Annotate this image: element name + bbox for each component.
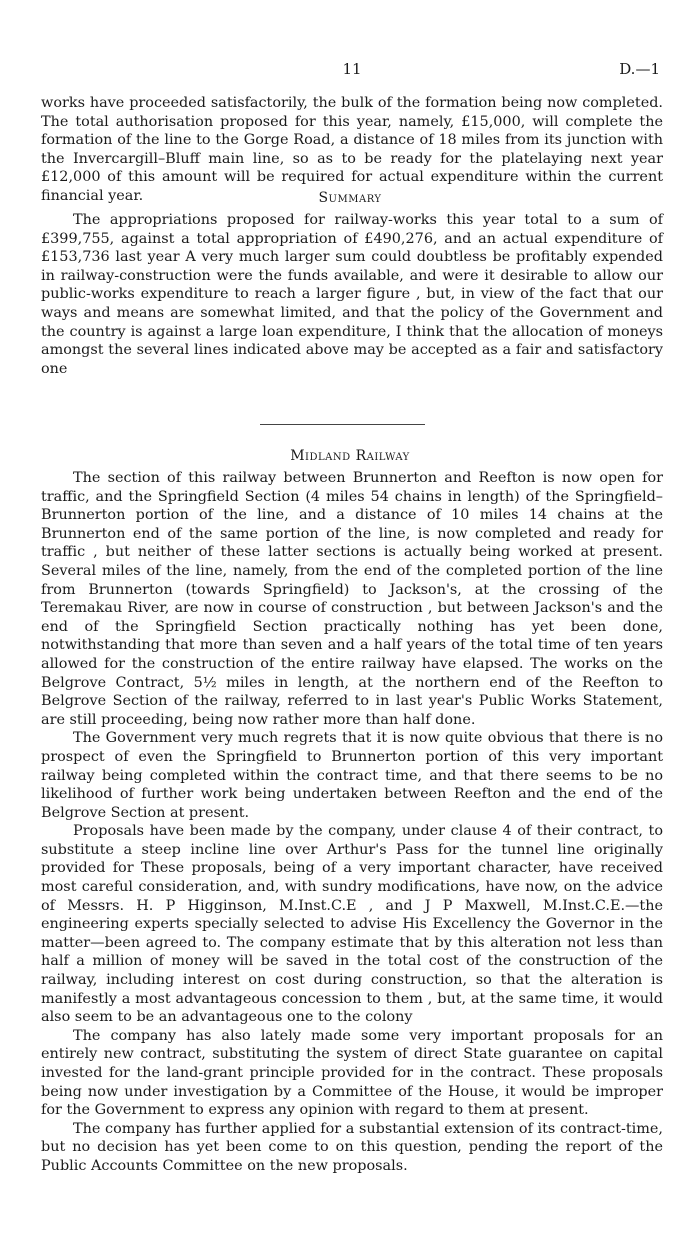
page-number: 11 (342, 60, 362, 78)
midland-paragraph-5: The company has further applied for a substantial extension of its contract-time, but no decision has yet been come to on this question, pending the report of the Public Accounts Committee on the new proposals. (41, 1120, 663, 1174)
midland-paragraph-1: The section of this railway between Brunnerton and Reefton is now open for traffic, and the Springfield Section (4 miles 54 chains in length) of the Springfield–Brunnerton portion of the line, and a distance of 10 miles 14 chains at the Brunnerton end of the same portion of the line, is now completed and ready for traffic , but neither of these latter sections is actually being worked at present. Several miles of the line, namely, from the end of the completed portion of the line from Brunnerton (towards Springfield) to Jackson's, at the crossing of the Teremakau River, are now in course of construction , but between Jackson's and the end of the Springfield Section practically nothing has yet been done, notwithstanding that more than seven and a half years of the total time of ten years allowed for the construction of the entire railway have elapsed. The works on the Belgrove Contract, 5½ miles in length, at the northern end of the Reefton to Belgrove Section of the railway, referred to in last year's Public Works Statement, are still proceeding, being now rather more than half done. (41, 470, 663, 728)
summary-section (41, 211, 663, 378)
summary-heading: Summary (318, 190, 382, 206)
document-reference: D.—1 (619, 60, 660, 78)
summary-paragraph: The appropriations proposed for railway-works this year total to a sum of £399,755, against a total appropriation of £490,276, and an actual expenditure of £153,736 last year A very much larger sum could doubtless be profitably expended in railway-construction were the funds available, and were it desirable to allow our public-works expenditure to reach a larger figure , but, in view of the fact that our ways and means are somewhat limited, and that the policy of the Government and the country is against a large loan expenditure, I think that the allocation of moneys amongst the several lines indicated above may be accepted as a fair and satisfactory one (41, 212, 663, 377)
intro-section (41, 94, 663, 206)
page-header (0, 60, 700, 80)
midland-paragraph-2: The Government very much regrets that it is now quite obvious that there is no prospect of even the Springfield to Brunnerton portion of this very important railway being completed within the contract time, and that there seems to be no likelihood of further work being undertaken between Reefton and the end of the Belgrove Section at present. (41, 730, 663, 821)
midland-paragraph-4: The company has also lately made some very important proposals for an entirely new contract, substituting the system of direct State guarantee on capital invested for the land-grant principle provided for in the contract. These proposals being now under investigation by a Committee of the House, it would be improper for the Government to express any opinion with regard to them at present. (41, 1027, 663, 1119)
midland-paragraph-3: Proposals have been made by the company, under clause 4 of their contract, to substitute a steep incline line over Arthur's Pass for the tunnel line originally provided for These proposals, being of a very important character, have received most careful consideration, and, with sundry modifications, have now, on the advice of Messrs. H. P Higginson, M.Inst.C.E , and J P Maxwell, M.Inst.C.E.—the engineering experts specially selected to advise His Excellency the Governor in the matter—been agreed to. The company estimate that by this alteration not less than half a million of money will be saved in the total cost of the construction of the railway, including interest on cost during construction, so that the alteration is manifestly a most advantageous concession to them , but, at the same time, it would also seem to be an advantageous one to the colony (41, 823, 663, 1026)
intro-paragraph: works have proceeded satisfactorily, the bulk of the formation being now completed. The total authorisation proposed for this year, namely, £15,000, will complete the formation of the line to the Gorge Road, a distance of 18 miles from its junction with the Invercargill–Bluff main line, so as to be ready for the platelaying next year £12,000 of this amount will be required for actual expenditure within the current financial year. (41, 95, 663, 204)
midland-railway-section (41, 469, 663, 1176)
section-divider (260, 424, 425, 425)
midland-railway-heading: Midland Railway (290, 448, 410, 464)
